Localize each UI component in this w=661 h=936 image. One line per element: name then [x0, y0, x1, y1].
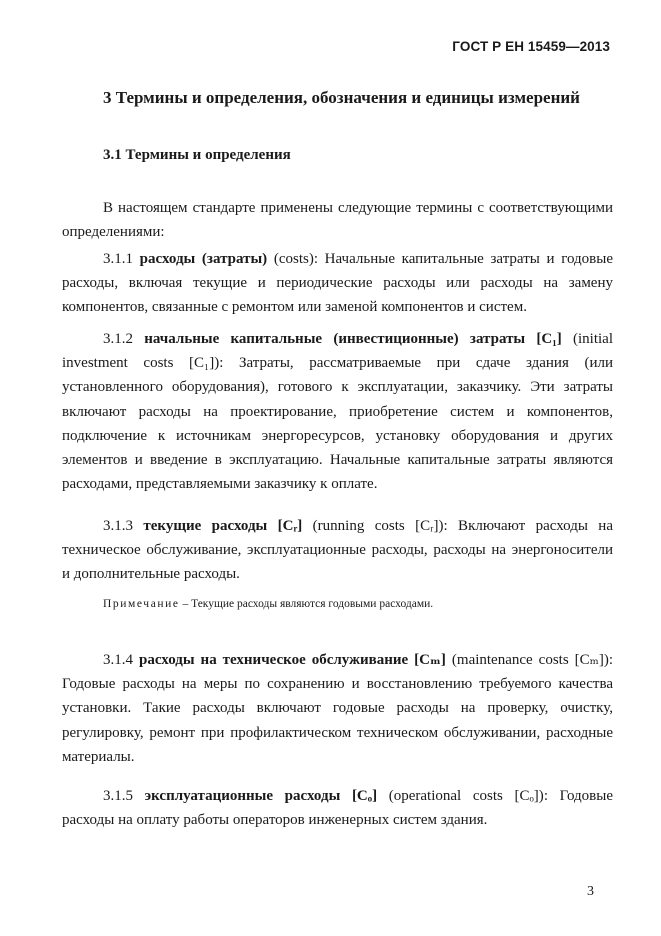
intro-text: В настоящем стандарте применены следующие термины с соответствующими определениями: — [62, 200, 613, 241]
term-name: начальные капитальные (инвестиционные) затраты — [144, 331, 526, 347]
term-english: (operational costs [Cₒ]) — [388, 788, 544, 804]
term-definition: : Затраты, рассматриваемые при сдаче здания (или установленного оборудования), готового к эксплуатации, заказчику. Эти затраты включают расходы на проектирование, приобретение систем и компонентов, подключение к источникам энергоресурсов, установку оборудования и других элементов и введение в эксплуатацию. Начальные капитальные затраты являются расходами, представляемыми заказчику к оплате. — [62, 355, 613, 493]
subsection-title: 3.1 Термины и определения — [103, 147, 291, 163]
term-name: расходы (затраты) — [139, 251, 268, 267]
term-english: (initial investment costs [C₁]) — [62, 331, 614, 372]
term-name: эксплуатационные расходы — [144, 788, 341, 804]
term-name: текущие расходы — [143, 518, 268, 534]
note-text: – Текущие расходы являются годовыми расходами. — [179, 598, 434, 610]
note-label: Примечание — [103, 598, 180, 610]
term-english: (running costs [Cᵣ]) — [312, 518, 444, 534]
term-number: 3.1.3 — [103, 518, 133, 534]
term-3-1-2 — [62, 327, 613, 496]
term-number: 3.1.2 — [103, 331, 133, 347]
term-english: (maintenance costs [Cₘ]) — [451, 652, 609, 668]
term-definition: : Начальные капитальные затраты и годовые расходы, включая текущие и периодические расходы или расходы на замену компонентов, связанные с ремонтом или заменой компонентов и систем. — [62, 251, 613, 316]
term-symbol: [C₁] — [536, 331, 562, 347]
term-symbol: [Cᵣ] — [277, 518, 303, 534]
document-code-header: ГОСТ Р ЕН 15459—2013 — [452, 39, 610, 54]
term-3-1-3 — [62, 514, 613, 587]
term-number: 3.1.4 — [103, 652, 133, 668]
term-definition: : Включают расходы на техническое обслуживание, эксплуатационные расходы, расходы на энергоносители и дополнительные расходы. — [62, 518, 613, 583]
term-symbol: [Cₒ] — [351, 788, 378, 804]
term-3-1-5 — [62, 784, 613, 832]
term-definition: : Годовые расходы на меры по сохранению и восстановлению требуемого качества установки. Такие расходы включают годовые расходы на проверку, очистку, регулировку, ремонт при профилактическом техническом обслуживании, расходные материалы. — [62, 652, 614, 765]
term-name: расходы на техническое обслуживание — [138, 652, 409, 668]
term-symbol: [Cₘ] — [414, 652, 446, 668]
term-3-1-1 — [62, 247, 613, 320]
term-3-1-4 — [62, 648, 613, 769]
note — [103, 598, 433, 610]
section-title: 3 Термины и определения, обозначения и единицы измерений — [103, 88, 580, 107]
intro-paragraph — [62, 196, 613, 244]
term-number: 3.1.1 — [103, 251, 133, 267]
page-number: 3 — [587, 884, 594, 899]
term-definition: : Годовые расходы на оплату работы операторов инженерных систем здания. — [62, 788, 614, 829]
term-english: (costs) — [273, 251, 314, 267]
term-number: 3.1.5 — [103, 788, 133, 804]
